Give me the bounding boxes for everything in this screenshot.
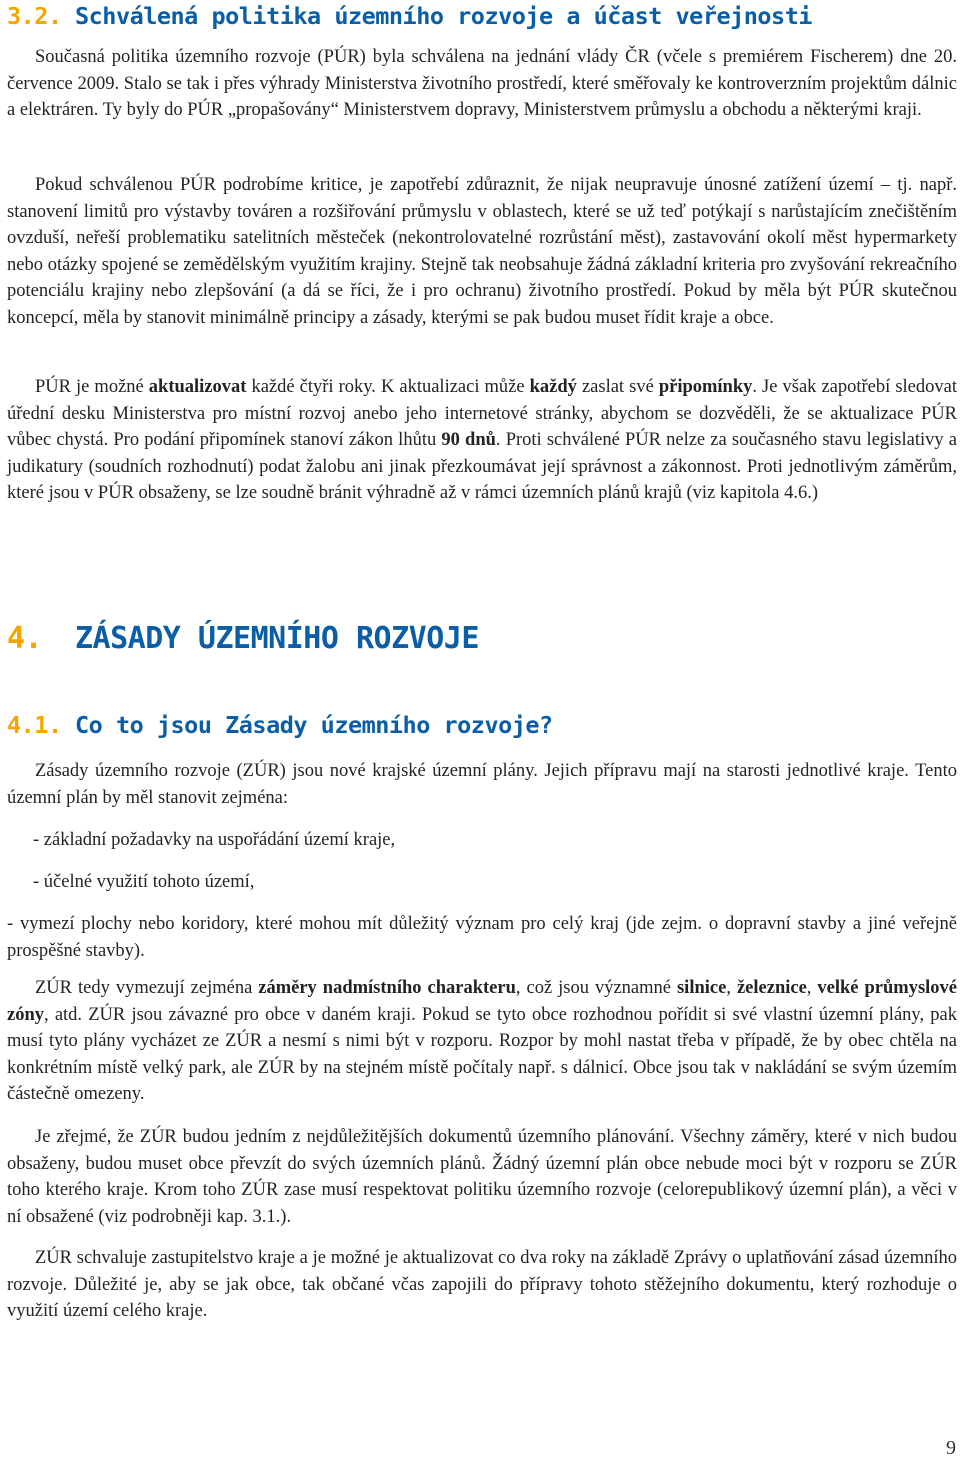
chapter-heading-4 — [7, 621, 479, 656]
list-item: - účelné využití tohoto území, — [33, 872, 255, 892]
section-number: 4.1. — [7, 711, 62, 739]
paragraph-6: Je zřejmé, že ZÚR budou jedním z nejdůležitějších dokumentů územního plánování. Všechny záměry, které v nich budou obsaženy, budou muset obce převzít do svých územních plánů. Žádný územní plán obce nebude moci být v rozporu se ZÚR toho kterého kraje. Krom toho ZÚR zase musí respektovat politiku územního rozvoje (celorepublikový územní plán), a věci v ní obsažené (viz podrobněji kap. 3.1.). — [7, 1127, 957, 1227]
paragraph-2: Pokud schválenou PÚR podrobíme kritice, je zapotřebí zdůraznit, že nijak neupravuje únosné zatížení území – tj. např. stanovení limitů pro výstavby továren a rozšiřování průmyslu v oblastech, které se už teď potýkají s narůstajícím znečištěním ovzduší, neřeší problematiku satelitních městeček (nekontrolovatelné rozrůstání měst), zastavování okolí měst hypermarkety nebo otázky spojené se zemědělským využitím krajiny. Stejně tak neobsahuje žádná základní kriteria pro zvyšování rekreačního potenciálu krajiny nebo zlepšování (a dá se říci, že i pro ochranu) životního prostředí. Pokud by měla být PÚR skutečnou koncepcí, měla by stanovit minimálně principy a zásady, kterými se pak budou muset řídit kraje a obce. — [7, 175, 957, 328]
chapter-number: 4. — [7, 621, 43, 656]
paragraph-3: PÚR je možné aktualizovat každé čtyři roky. K aktualizaci může každý zaslat své připomínky. Je však zapotřebí sledovat úřední desku Ministerstva pro místní rozvoj anebo jeho internetové stránky, abychom se dozvěděli, že se aktualizace PÚR vůbec chystá. Pro podání připomínek stanoví zákon lhůtu 90 dnů. Proti schválené PÚR nelze za současného stavu legislativy a judikatury (soudních rozhodnutí) podat žalobu ani jinak přezkoumávat její správnost a zákonnost. Proti jednotlivým záměrům, které jsou v PÚR obsaženy, se lze soudně bránit výhradně až v rámci územních plánů krajů (viz kapitola 4.6.) — [7, 377, 958, 504]
page-number: 9 — [946, 1437, 956, 1459]
paragraph-5: ZÚR tedy vymezují zejména záměry nadmístního charakteru, což jsou významné silnice, železnice, velké průmyslové zóny, atd. ZÚR jsou závazné pro obce v daném kraji. Pokud se tyto obce rozhodnou pořídit si své vlastní územní plány, pak musí tyto plány vycházet ze ZÚR a nesmí s nimi být v rozporu. Rozpor by mohl nastat třeba v případě, že by obec chtěla na konkrétním místě velký park, ale ZÚR by na stejném místě počítaly např. s dálnicí. Obce jsou tak v nakládání se svým územím částečně omezeny. — [7, 978, 958, 1105]
paragraph-1: Současná politika územního rozvoje (PÚR) byla schválena na jednání vlády ČR (včele s premiérem Fischerem) dne 20. července 2009. Stalo se tak i přes výhrady Ministerstva životního prostředí, které směřovaly ke kontroverzním projektům dálnic a elektráren. Ty byly do PÚR „propašovány“ Ministerstvem dopravy, Ministerstvem průmyslu a obchodu a některými kraji. — [7, 47, 957, 121]
list-item: - základní požadavky na uspořádání území kraje, — [33, 830, 396, 850]
section-title: Schválená politika územního rozvoje a účast veřejnosti — [75, 2, 813, 30]
chapter-title: ZÁSADY ÚZEMNÍHO ROZVOJE — [75, 621, 479, 656]
paragraph-4: Zásady územního rozvoje (ZÚR) jsou nové krajské územní plány. Jejich přípravu mají na starosti jednotlivé kraje. Tento územní plán by měl stanovit zejména: — [7, 761, 957, 808]
section-heading-4-1 — [7, 711, 553, 739]
section-number: 3.2. — [7, 2, 62, 30]
list-item: - vymezí plochy nebo koridory, které mohou mít důležitý význam pro celý kraj (jde zejm. o dopravní stavby a jiné veřejně prospěšné stavby). — [7, 914, 957, 961]
section-title: Co to jsou Zásady územního rozvoje? — [75, 711, 553, 739]
paragraph-7: ZÚR schvaluje zastupitelstvo kraje a je možné je aktualizovat co dva roky na základě Zprávy o uplatňování zásad územního rozvoje. Důležité je, aby se jak obce, tak občané včas zapojili do přípravy tohoto stěžejního dokumentu, který rozhoduje o využití území celého kraje. — [7, 1248, 957, 1322]
section-heading-3-2 — [7, 2, 812, 30]
